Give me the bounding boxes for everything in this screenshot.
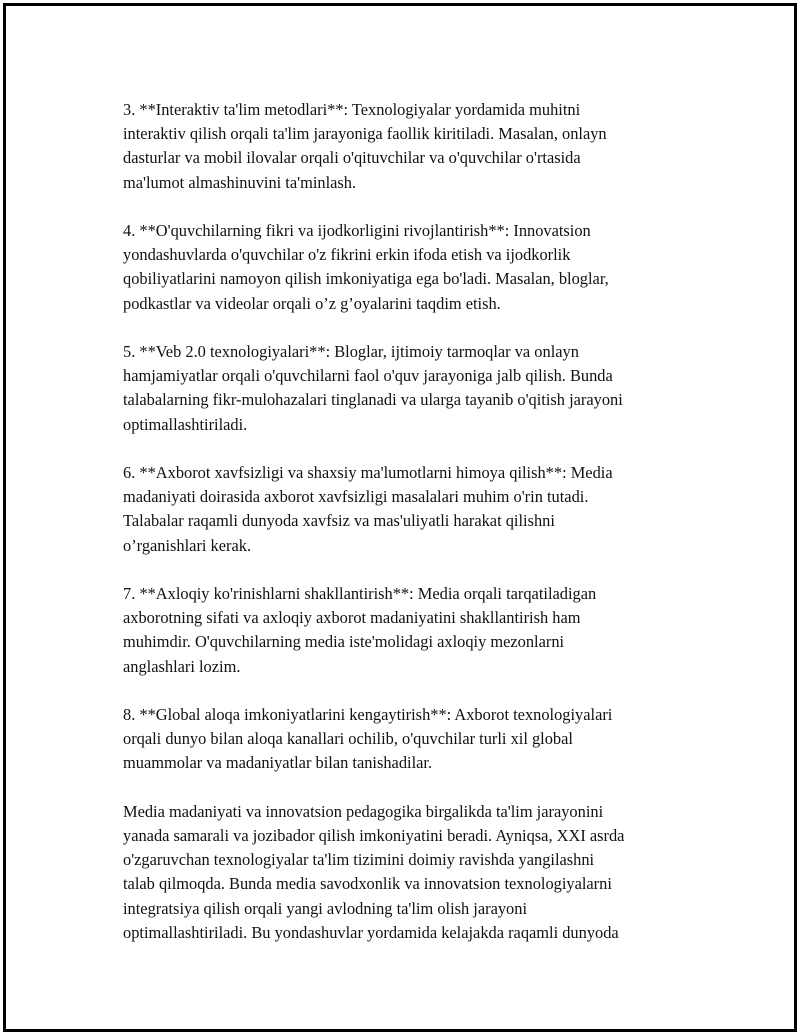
paragraph-item-5 [123,340,693,437]
text-line: talabalarning fikr-mulohazalari tinglanadi va ularga tayanib o'qitish jarayoni [123,390,623,410]
text-line: anglashlari lozim. [123,656,241,676]
text-line: Media madaniyati va innovatsion pedagogika birgalikda ta'lim jarayonini [123,801,604,821]
text-line: optimallashtiriladi. [123,414,248,434]
text-line: axborotning sifati va axloqiy axborot madaniyatini shakllantirish ham [123,608,581,628]
text-line: 5. **Veb 2.0 texnologiyalari**: Bloglar, ijtimoiy tarmoqlar va onlayn [123,342,579,361]
text-line: 3. **Interaktiv ta'lim metodlari**: Texnologiyalar yordamida muhitni [123,100,581,119]
text-line: integratsiya qilish orqali yangi avlodning ta'lim olish jarayoni [123,898,527,918]
text-line: interaktiv qilish orqali ta'lim jarayoniga faollik kiritiladi. Masalan, onlayn [123,124,607,144]
text-line: talab qilmoqda. Bunda media savodxonlik va innovatsion texnologiyalarni [123,874,612,894]
text-line: hamjamiyatlar orqali o'quvchilarni faol o'quv jarayoniga jalb qilish. Bunda [123,366,613,386]
text-line: muammolar va madaniyatlar bilan tanishadilar. [123,753,433,773]
text-line: Talabalar raqamli dunyoda xavfsiz va mas'uliyatli harakat qilishni [123,511,555,531]
text-line: 6. **Axborot xavfsizligi va shaxsiy ma'lumotlarni himoya qilish**: Media [123,463,613,482]
text-line: o'zgaruvchan texnologiyalar ta'lim tizimini doimiy ravishda yangilashni [123,850,595,870]
text-line: optimallashtiriladi. Bu yondashuvlar yordamida kelajakda raqamli dunyoda [123,922,619,942]
paragraph-item-4 [123,219,693,316]
text-line: dasturlar va mobil ilovalar orqali o'qituvchilar va o'quvchilar o'rtasida [123,148,581,168]
paragraph-item-7 [123,582,693,679]
text-line: 7. **Axloqiy ko'rinishlarni shakllantirish**: Media orqali tarqatiladigan [123,584,597,603]
text-line: ma'lumot almashinuvini ta'minlash. [123,172,357,192]
page-frame [3,3,797,1032]
text-line: muhimdir. O'quvchilarning media iste'molidagi axloqiy mezonlarni [123,632,565,652]
text-line: madaniyati doirasida axborot xavfsizligi masalalari muhim o'rin tutadi. [123,487,589,507]
paragraph-item-3 [123,98,693,195]
text-line: 4. **O'quvchilarning fikri va ijodkorligini rivojlantirish**: Innovatsion [123,221,591,240]
text-line: 8. **Global aloqa imkoniyatlarini kengaytirish**: Axborot texnologiyalari [123,705,613,724]
text-line: podkastlar va videolar orqali o’z g’oyalarini taqdim etish. [123,293,501,313]
text-line: o’rganishlari kerak. [123,535,252,555]
document-body [123,98,693,969]
paragraph-conclusion [123,800,693,945]
text-line: yanada samarali va jozibador qilish imkoniyatini beradi. Ayniqsa, XXI asrda [123,826,625,845]
text-line: orqali dunyo bilan aloqa kanallari ochilib, o'quvchilar turli xil global [123,729,573,749]
text-line: qobiliyatlarini namoyon qilish imkoniyatiga ega bo'ladi. Masalan, bloglar, [123,269,609,289]
text-line: yondashuvlarda o'quvchilar o'z fikrini erkin ifoda etish va ijodkorlik [123,245,571,265]
paragraph-item-8 [123,703,693,776]
paragraph-item-6 [123,461,693,558]
